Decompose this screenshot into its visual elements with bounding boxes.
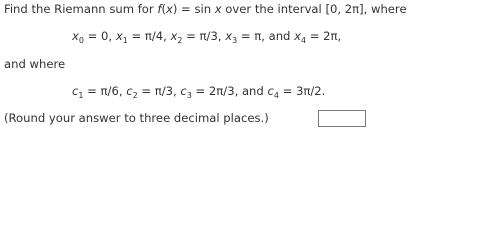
x2-value: = π/3, <box>182 29 226 43</box>
partition-points <box>72 29 341 43</box>
x1-value: = π/4, <box>127 29 171 43</box>
c4-value: = 3π/2. <box>278 84 326 98</box>
c3-subscript: 3 <box>186 91 192 100</box>
x4-value: = 2π, <box>306 29 342 43</box>
rounding-instruction: (Round your answer to three decimal places.) <box>4 111 269 125</box>
function-definition: ) = sin <box>172 2 215 16</box>
x0-value: = 0, <box>83 29 116 43</box>
x3-label: x <box>225 29 233 43</box>
c3-value: = 2π/3, and <box>191 84 268 98</box>
function-argument: x <box>214 2 222 16</box>
interval-text: over the interval [0, 2π], where <box>221 2 407 16</box>
x0-subscript: 0 <box>78 36 84 45</box>
x3-value: = π, and <box>237 29 295 43</box>
x4-subscript: 4 <box>300 36 307 45</box>
x0-label: x <box>72 29 79 43</box>
function-name: f <box>157 2 162 16</box>
problem-statement <box>4 2 407 16</box>
x2-subscript: 2 <box>177 36 183 45</box>
x4-label: x <box>294 29 301 43</box>
c1-label: c <box>72 84 79 98</box>
intro-text: Find the Riemann sum for <box>4 2 158 16</box>
c3-label: c <box>180 84 187 98</box>
c1-subscript: 1 <box>78 91 84 100</box>
function-paren-open: ( <box>161 2 166 16</box>
c1-value: = π/6, <box>83 84 127 98</box>
x3-subscript: 3 <box>232 36 238 45</box>
and-where-text: and where <box>4 57 66 71</box>
c2-label: c <box>126 84 133 98</box>
x1-label: x <box>115 29 123 43</box>
c2-value: = π/3, <box>137 84 181 98</box>
c4-subscript: 4 <box>273 91 279 100</box>
sample-points <box>72 84 325 98</box>
x1-subscript: 1 <box>122 36 128 45</box>
c2-subscript: 2 <box>132 91 138 100</box>
function-variable: x <box>165 2 173 16</box>
x2-label: x <box>170 29 178 43</box>
answer-input[interactable] <box>318 110 366 127</box>
c4-label: c <box>267 84 274 98</box>
